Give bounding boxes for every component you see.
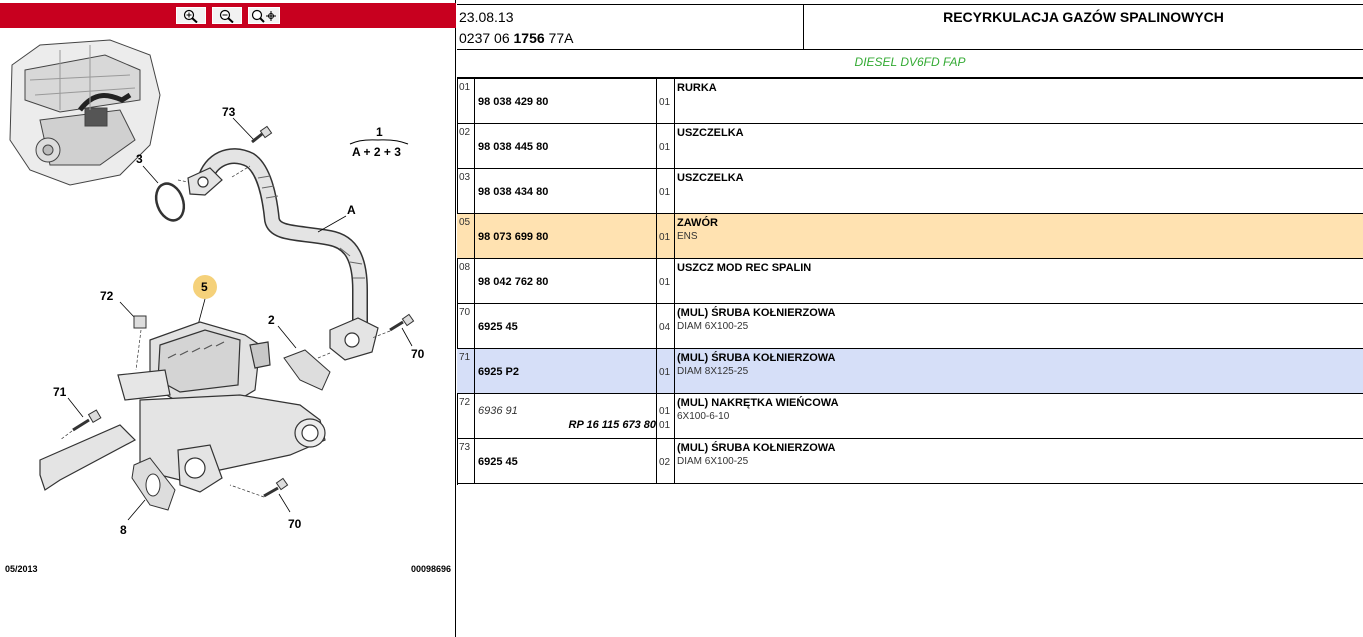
table-row[interactable]: [457, 79, 1363, 124]
zoom-fit-button[interactable]: [248, 7, 280, 24]
part-spec: DIAM 6X100-25: [677, 321, 749, 332]
quantity: 04: [659, 322, 671, 333]
part-number: 6925 P2: [478, 366, 519, 378]
quantity: 01: [659, 97, 671, 108]
table-row[interactable]: [457, 169, 1363, 214]
quantity: 01: [659, 277, 671, 288]
quantity-replacement: 01: [659, 420, 671, 431]
position-number: 02: [459, 127, 471, 138]
part-description: USZCZELKA: [677, 172, 744, 184]
parts-panel: [457, 0, 1363, 637]
part-number: 6936 91: [478, 405, 518, 417]
table-row[interactable]: [457, 394, 1363, 439]
zoom-in-icon: [183, 9, 199, 23]
part-description: (MUL) ŚRUBA KOŁNIERZOWA: [677, 352, 836, 364]
parts-header: [457, 4, 1363, 50]
callout-label: 70: [411, 347, 425, 361]
part-number: 98 038 445 80: [478, 141, 549, 153]
header-date: 23.08.13: [459, 9, 514, 25]
part-description: RURKA: [677, 82, 717, 94]
position-number: 05: [459, 217, 471, 228]
zoom-out-icon: [219, 9, 235, 23]
position-number: 73: [459, 442, 471, 453]
quantity: 01: [659, 232, 671, 243]
callout-label: 70: [288, 517, 302, 531]
part-description: ZAWÓR: [677, 217, 718, 229]
nut-72: [134, 316, 146, 328]
position-number: 08: [459, 262, 471, 273]
callout-label: 1: [376, 125, 383, 139]
part-number: 98 042 762 80: [478, 276, 549, 288]
quantity: 02: [659, 457, 671, 468]
part-number: 98 038 429 80: [478, 96, 549, 108]
header-reference: [459, 30, 573, 46]
diagram-toolbar: [0, 3, 456, 28]
part-spec: DIAM 6X100-25: [677, 456, 749, 467]
diagram-panel: [0, 0, 456, 637]
quantity: 01: [659, 187, 671, 198]
ref-suffix: 77A: [548, 30, 574, 46]
part-number: 98 073 699 80: [478, 231, 549, 243]
replacement-part-number: RP 16 115 673 80: [568, 419, 656, 431]
table-row[interactable]: [457, 124, 1363, 169]
table-row-highlighted[interactable]: [457, 214, 1363, 259]
page-title: RECYRKULACJA GAZÓW SPALINOWYCH: [943, 9, 1224, 25]
callout-label: 72: [100, 289, 114, 303]
table-row-selected[interactable]: [457, 349, 1363, 394]
exploded-parts-diagram: [0, 30, 456, 560]
callout-label: 3: [136, 152, 143, 166]
quantity: 01: [659, 406, 671, 417]
part-spec: ENS: [677, 231, 698, 242]
zoom-in-button[interactable]: [176, 7, 206, 24]
callout-label: 8: [120, 523, 127, 537]
table-row[interactable]: [457, 439, 1363, 484]
part-number: 6925 45: [478, 456, 518, 468]
part-spec: DIAM 8X125-25: [677, 366, 749, 377]
diagram-code: 00098696: [410, 564, 451, 574]
part-description: USZCZELKA: [677, 127, 744, 139]
table-row[interactable]: [457, 259, 1363, 304]
ref-bold: 1756: [513, 30, 545, 46]
header-meta: [457, 5, 804, 49]
zoom-move-icon: [251, 9, 277, 23]
part-description: (MUL) NAKRĘTKA WIEŃCOWA: [677, 397, 839, 409]
quantity: 01: [659, 142, 671, 153]
engine-subtitle: DIESEL DV6FD FAP: [854, 55, 966, 69]
parts-table: [457, 79, 1363, 484]
position-number: 72: [459, 397, 471, 408]
part-description: (MUL) ŚRUBA KOŁNIERZOWA: [677, 442, 836, 454]
bolt-73: [252, 126, 272, 142]
part-spec: 6X100-6-10: [677, 411, 730, 422]
callout-label: A + 2 + 3: [352, 145, 401, 159]
ref-prefix: 0237 06: [459, 30, 510, 46]
diagram-date: 05/2013: [5, 564, 38, 574]
callout-label: A: [347, 203, 356, 217]
part-description: USZCZ MOD REC SPALIN: [677, 262, 812, 274]
position-number: 70: [459, 307, 471, 318]
zoom-out-button[interactable]: [212, 7, 242, 24]
egr-valve: [40, 322, 325, 492]
callout-label: 5: [201, 280, 208, 294]
table-row[interactable]: [457, 304, 1363, 349]
part-number: 6925 45: [478, 321, 518, 333]
position-number: 03: [459, 172, 471, 183]
callout-label: 71: [53, 385, 67, 399]
callout-label: 73: [222, 105, 236, 119]
o-ring-seal: [151, 180, 188, 225]
position-number: 71: [459, 352, 471, 363]
position-number: 01: [459, 82, 471, 93]
callout-label: 2: [268, 313, 275, 327]
quantity: 01: [659, 367, 671, 378]
part-number: 98 038 434 80: [478, 186, 549, 198]
part-description: (MUL) ŚRUBA KOŁNIERZOWA: [677, 307, 836, 319]
